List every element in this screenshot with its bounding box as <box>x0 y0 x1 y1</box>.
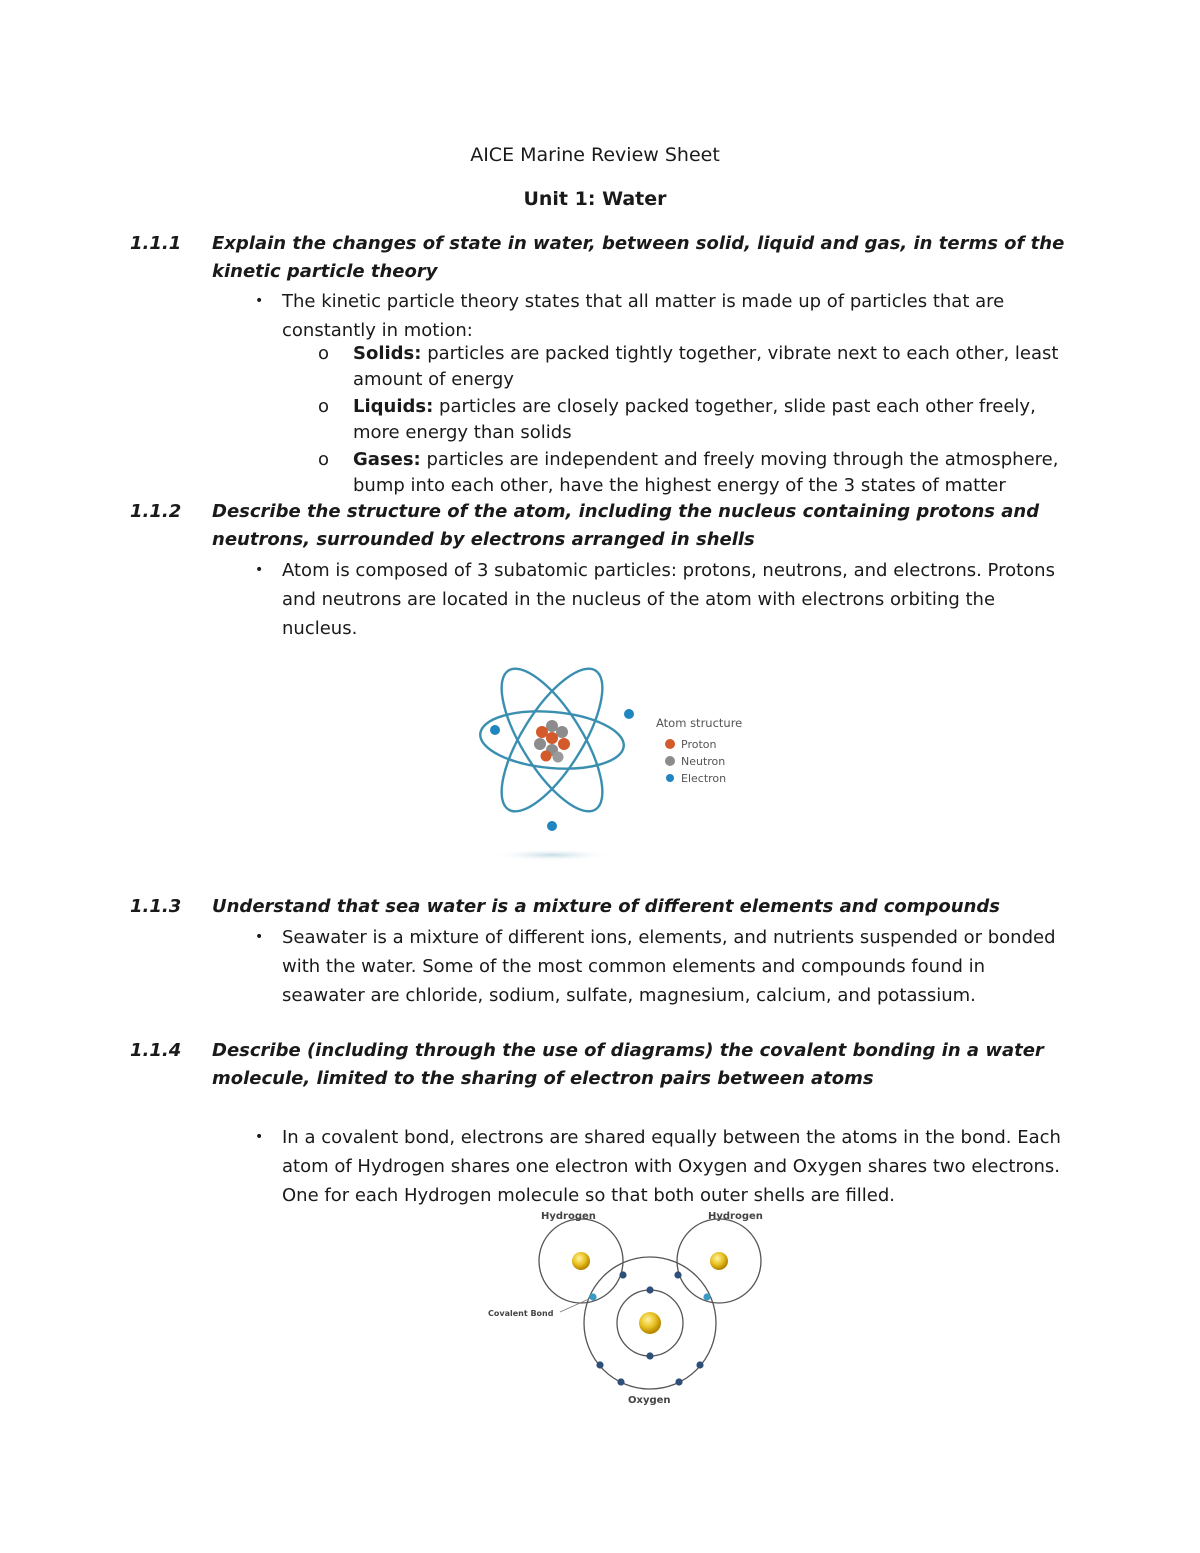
electron <box>619 1271 626 1278</box>
nucleus <box>534 720 570 763</box>
electron <box>646 1352 653 1359</box>
shared-electron <box>703 1293 710 1300</box>
bullet-text: The kinetic particle theory states that all matter is made up of particles that are constantly in motion: <box>282 291 1005 341</box>
legend-electron-label: Electron <box>681 772 727 785</box>
bullet-marker: • <box>255 293 264 309</box>
hydrogen-nucleus <box>710 1252 728 1270</box>
objective-number: 1.1.4 <box>130 1040 182 1061</box>
electron <box>646 1286 653 1293</box>
bullet-text: In a covalent bond, electrons are shared equally between the atoms in the bond. Each atom of Hydrogen shares one electron with Oxygen and Oxygen shares two electrons. One for each Hydrogen molecule so that both outer shells are filled. <box>282 1127 1061 1206</box>
atom-shadow <box>490 849 614 861</box>
bullet-marker: • <box>255 562 264 578</box>
objective-text: Explain the changes of state in water, between solid, liquid and gas, in terms of the kinetic particle theory <box>212 233 1065 282</box>
sub-text <box>353 341 1068 393</box>
atom-diagram <box>470 650 770 870</box>
proton <box>541 751 552 762</box>
proton <box>536 726 548 738</box>
sub-marker: o <box>318 396 330 417</box>
proton <box>546 732 558 744</box>
electron <box>675 1378 682 1385</box>
page-title: AICE Marine Review Sheet <box>470 144 720 166</box>
oxygen-nucleus <box>639 1312 661 1334</box>
sub-label: Liquids: <box>353 396 434 417</box>
objective-number: 1.1.3 <box>130 896 182 917</box>
electron <box>547 821 557 831</box>
sub-text <box>353 394 1068 446</box>
neutron <box>556 726 568 738</box>
legend-neutron-label: Neutron <box>681 755 726 768</box>
objective-text: Describe the structure of the atom, including the nucleus containing protons and neutrons, surrounded by electrons arranged in shells <box>212 501 1040 550</box>
electron <box>696 1361 703 1368</box>
sub-marker: o <box>318 449 330 470</box>
bullet-marker: • <box>255 929 264 945</box>
sub-body: particles are closely packed together, slide past each other freely, more energy than solids <box>353 396 1036 443</box>
electron <box>596 1361 603 1368</box>
sub-label: Solids: <box>353 343 422 364</box>
water-molecule-diagram <box>480 1205 780 1405</box>
sub-body: particles are packed tightly together, vibrate next to each other, least amount of energy <box>353 343 1059 390</box>
electron <box>674 1271 681 1278</box>
objective-text: Describe (including through the use of diagrams) the covalent bonding in a water molecule, limited to the sharing of electron pairs between atoms <box>212 1040 1044 1089</box>
legend-proton-label: Proton <box>681 738 717 751</box>
label-hydrogen-right: Hydrogen <box>708 1211 763 1222</box>
neutron <box>546 720 558 732</box>
proton <box>558 738 570 750</box>
label-hydrogen-left: Hydrogen <box>541 1211 596 1222</box>
neutron <box>534 738 546 750</box>
hydrogen-nucleus <box>572 1252 590 1270</box>
electron <box>490 725 500 735</box>
unit-title: Unit 1: Water <box>523 188 667 210</box>
sub-text <box>353 447 1068 499</box>
bullet-marker: • <box>255 1129 264 1145</box>
sub-body: particles are independent and freely moving through the atmosphere, bump into each other, have the highest energy of the 3 states of matter <box>353 449 1059 496</box>
electron <box>624 709 634 719</box>
objective-number: 1.1.2 <box>130 501 182 522</box>
bullet-text: Atom is composed of 3 subatomic particles: protons, neutrons, and electrons. Protons and neutrons are located in the nucleus of the atom with electrons orbiting the nucleus. <box>282 560 1055 639</box>
legend-electron-swatch <box>666 774 674 782</box>
sub-marker: o <box>318 343 330 364</box>
legend-proton-swatch <box>665 739 675 749</box>
legend-title: Atom structure <box>656 716 743 730</box>
objective-number: 1.1.1 <box>130 233 182 254</box>
legend-neutron-swatch <box>665 756 675 766</box>
bullet-text: Seawater is a mixture of different ions, elements, and nutrients suspended or bonded with the water. Some of the most common elements and compounds found in seawater are chloride, sodium, sulfate, magnesium, calcium, and potassium. <box>282 927 1056 1006</box>
label-covalent-bond: Covalent Bond <box>488 1309 554 1318</box>
label-oxygen: Oxygen <box>628 1395 671 1405</box>
sub-label: Gases: <box>353 449 421 470</box>
electron <box>617 1378 624 1385</box>
objective-text: Understand that sea water is a mixture of different elements and compounds <box>212 896 1001 917</box>
shared-electron <box>589 1293 596 1300</box>
neutron <box>553 752 564 763</box>
